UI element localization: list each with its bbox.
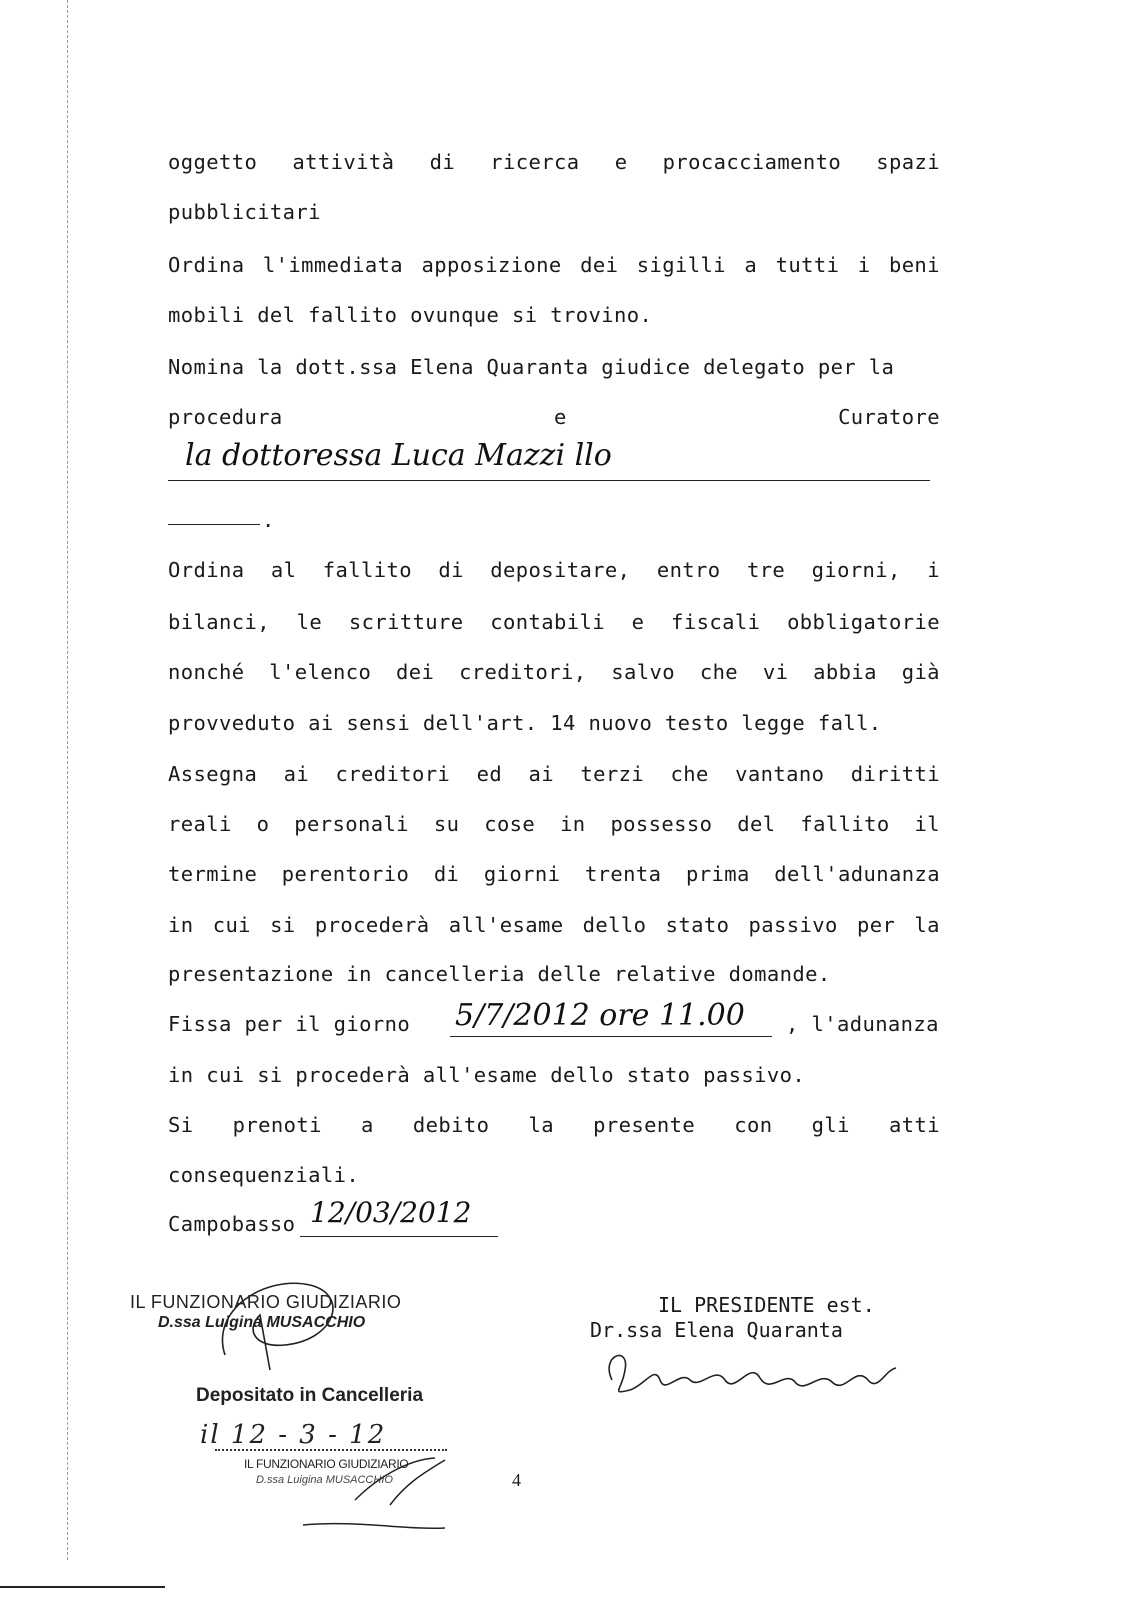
document-page: oggetto attività di ricerca e procacciamento spazi pubblicitari Ordina l'immediata apposizione dei sigilli a tutti i beni mobili del fallito ovunque si trovino. Nomina la dott.ssa Elena Quaranta giudice delegato per la procedura e Curatore la dottoressa Luca Mazzi llo . Ordina al fallito di depositare, entro tre giorni, i bilanci, le scritture contabili e fiscali obbligatorie nonché l'elenco dei creditori, salvo che vi abbia già provveduto ai sensi dell'art. 14 nuovo testo legge fall. Assegna ai creditori ed ai terzi che vantano diritti reali o personali su cose in possesso del fallito il termine perentorio di giorni trenta prima dell'adunanza in cui si procederà all'esame dello stato passivo per la presentazione in cancelleria delle relative domande. Fissa per il giorno , l'adunanza 5/7/2012 ore 11.00 in cui si procederà all'esame dello stato passivo. Si prenoti a debito la presente con gli atti consequenziali. Campobasso 12/03/2012 IL FUNZIONARIO GIUDIZIARIO D.ssa Luigina MUSACCHIO Depositato in Cancelleria il 12 - 3 - 12 IL FUNZIONARIO GIUDIZIARIO D.ssa Luigina MUSACCHIO 4 IL PRESIDENTE est. Dr.ssa Elena Quaranta [0, 0, 1132, 1600]
president-title: IL PRESIDENTE est. [658, 1293, 875, 1317]
curator-underline [168, 480, 930, 481]
stamp-deposited-label: Depositato in Cancelleria [196, 1385, 424, 1406]
stamp-funzionario-name: D.ssa Luigina MUSACCHIO [158, 1314, 366, 1331]
text-line-19: consequenziali. [168, 1163, 360, 1187]
meeting-date-underline [450, 1036, 772, 1037]
text-line-18: Si prenoti a debito la presente con gli atti [168, 1113, 940, 1137]
short-blank-period: . [262, 508, 275, 532]
text-line-7: Ordina al fallito di depositare, entro tre giorni, i [168, 558, 940, 582]
text-line-14: in cui si procederà all'esame dello stato passivo per la [168, 913, 940, 937]
bottom-rule [0, 1586, 165, 1588]
text-line-9: nonché l'elenco dei creditori, salvo che vi abbia già [168, 660, 940, 684]
text-line-12: reali o personali su cose in possesso del fallito il [168, 812, 940, 836]
funzionario-signature-2 [295, 1450, 465, 1540]
page-number: 4 [512, 1470, 521, 1490]
stamp-funzionario-name-2: D.ssa Luigina MUSACCHIO [256, 1474, 393, 1486]
short-blank-line [168, 524, 260, 525]
text-line-13: termine perentorio di giorni trenta prima dell'adunanza [168, 862, 940, 886]
text-line-8: bilanci, le scritture contabili e fiscali obbligatorie [168, 610, 940, 634]
place-label: Campobasso [168, 1212, 296, 1236]
text-line-5: Nomina la dott.ssa Elena Quaranta giudice delegato per la [168, 355, 895, 379]
stamp-funzionario-title-2: IL FUNZIONARIO GIUDIZIARIO [244, 1457, 409, 1471]
president-signature [600, 1340, 910, 1410]
handwritten-meeting-date: 5/7/2012 ore 11.00 [455, 998, 745, 1033]
text-line-10: provveduto ai sensi dell'art. 14 nuovo testo legge fall. [168, 711, 882, 735]
funzionario-signature [205, 1270, 355, 1380]
text-line-1: oggetto attività di ricerca e procacciamento spazi [168, 150, 940, 174]
text-line-11: Assegna ai creditori ed ai terzi che vantano diritti [168, 762, 940, 786]
text-line-4: mobili del fallito ovunque si trovino. [168, 303, 653, 327]
text-line-2: pubblicitari [168, 200, 321, 224]
place-date-underline [300, 1236, 498, 1237]
handwritten-curator-name: la dottoressa Luca Mazzi llo [185, 438, 612, 473]
left-margin-line [67, 0, 69, 1560]
stamp-funzionario-title: IL FUNZIONARIO GIUDIZIARIO [130, 1292, 402, 1312]
text-line-6: procedura e Curatore [168, 405, 940, 429]
text-line-3: Ordina l'immediata apposizione dei sigilli a tutti i beni [168, 253, 940, 277]
handwritten-place-date: 12/03/2012 [310, 1196, 472, 1229]
text-line-17: in cui si procederà all'esame dello stato passivo. [168, 1063, 806, 1087]
stamp-deposited-date: il 12 - 3 - 12 [200, 1420, 387, 1450]
president-name: Dr.ssa Elena Quaranta [590, 1318, 843, 1342]
text-line-15: presentazione in cancelleria delle relative domande. [168, 962, 831, 986]
